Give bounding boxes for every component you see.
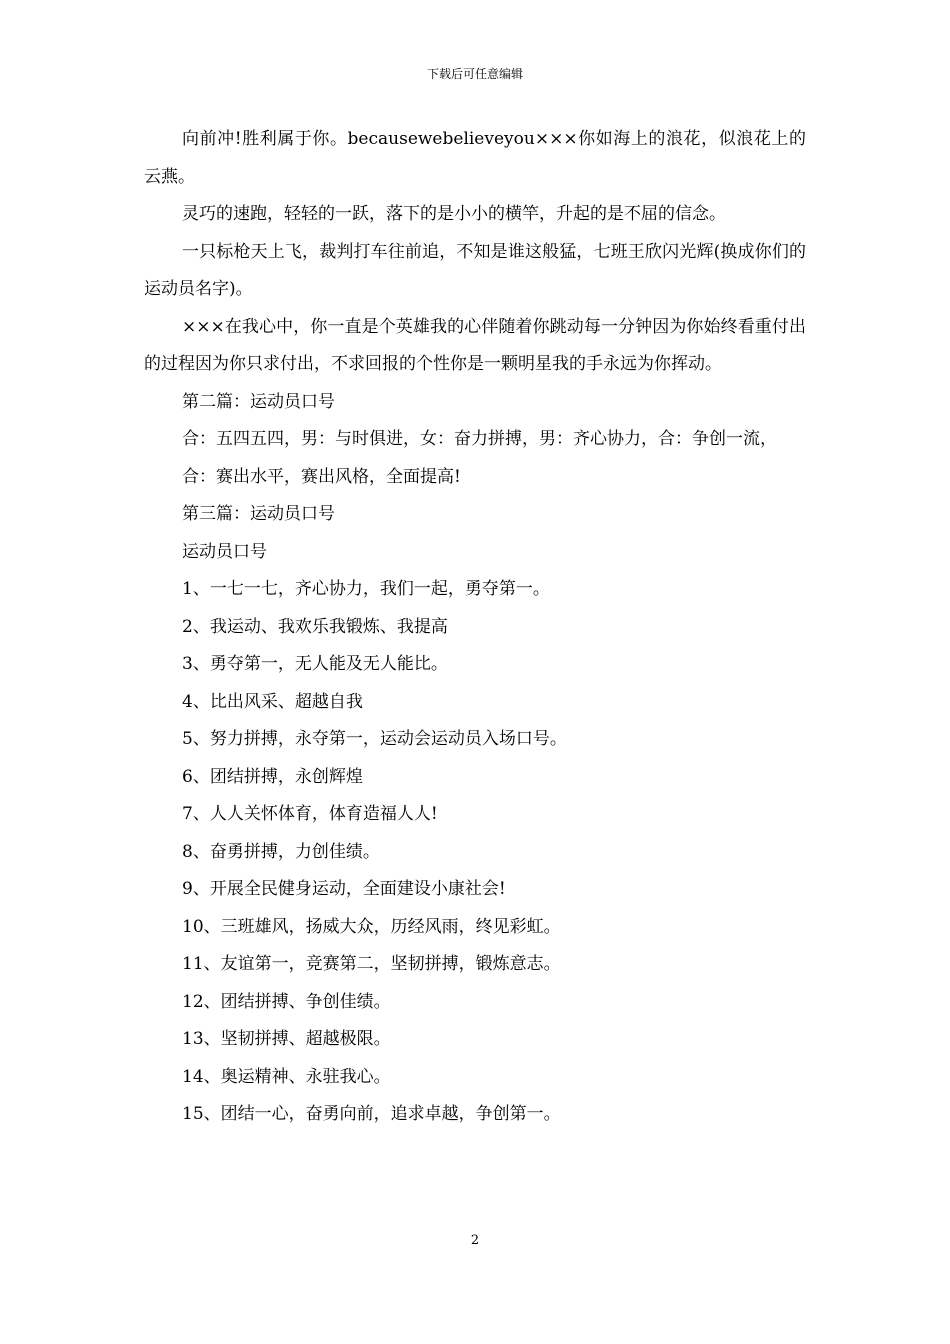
subheading: 运动员口号 — [182, 541, 267, 562]
paragraph: 灵巧的速跑，轻轻的一跃，落下的是小小的横竿，升起的是不屈的信念。 — [182, 204, 726, 224]
list-item: 6、团结拼搏，永创辉煌 — [182, 766, 363, 787]
paragraph: 合：五四五四，男：与时俱进，女：奋力拼搏，男：齐心协力，合：争创一流， — [182, 429, 777, 449]
list-item: 12、团结拼搏、争创佳绩。 — [182, 991, 391, 1012]
paragraph: ×××在我心中，你一直是个英雄我的心伴随着你跳动每一分钟因为你始终看重付出的过程因为你只求付出，不求回报的个性你是一颗明星我的手永远为你挥动。 — [144, 316, 806, 374]
list-item: 7、人人关怀体育，体育造福人人! — [182, 804, 438, 824]
page-header: 下载后可任意编辑 — [426, 67, 523, 81]
list-item: 14、奥运精神、永驻我心。 — [182, 1066, 391, 1087]
list-item: 15、团结一心，奋勇向前，追求卓越，争创第一。 — [182, 1104, 561, 1124]
section-heading: 第三篇：运动员口号 — [182, 504, 335, 524]
list-item: 2、我运动、我欢乐我锻炼、我提高 — [182, 616, 448, 637]
list-item: 9、开展全民健身运动，全面建设小康社会! — [182, 879, 506, 899]
list-item: 13、坚韧拼搏、超越极限。 — [182, 1029, 391, 1049]
document-body — [144, 121, 806, 1134]
list-item: 8、奋勇拼搏，力创佳绩。 — [182, 841, 380, 862]
paragraph: 向前冲!胜利属于你。becausewebelieveyou×××你如海上的浪花，似浪花上的云燕。 — [144, 129, 806, 187]
list-item: 10、三班雄风，扬威大众，历经风雨，终见彩虹。 — [182, 916, 561, 937]
section-heading: 第二篇：运动员口号 — [182, 391, 335, 412]
list-item: 1、一七一七，齐心协力，我们一起，勇夺第一。 — [182, 579, 550, 599]
paragraph: 合：赛出水平，赛出风格，全面提高! — [182, 466, 461, 487]
list-item: 4、比出风采、超越自我 — [182, 691, 363, 712]
list-item: 11、友谊第一，竞赛第二，坚韧拼搏，锻炼意志。 — [182, 954, 561, 974]
page-number: 2 — [470, 1233, 480, 1248]
paragraph: 一只标枪天上飞，裁判打车往前追，不知是谁这般猛，七班王欣闪光辉(换成你们的运动员名字)。 — [144, 241, 806, 299]
list-item: 5、努力拼搏，永夺第一，运动会运动员入场口号。 — [182, 729, 567, 749]
list-item: 3、勇夺第一，无人能及无人能比。 — [182, 654, 448, 674]
